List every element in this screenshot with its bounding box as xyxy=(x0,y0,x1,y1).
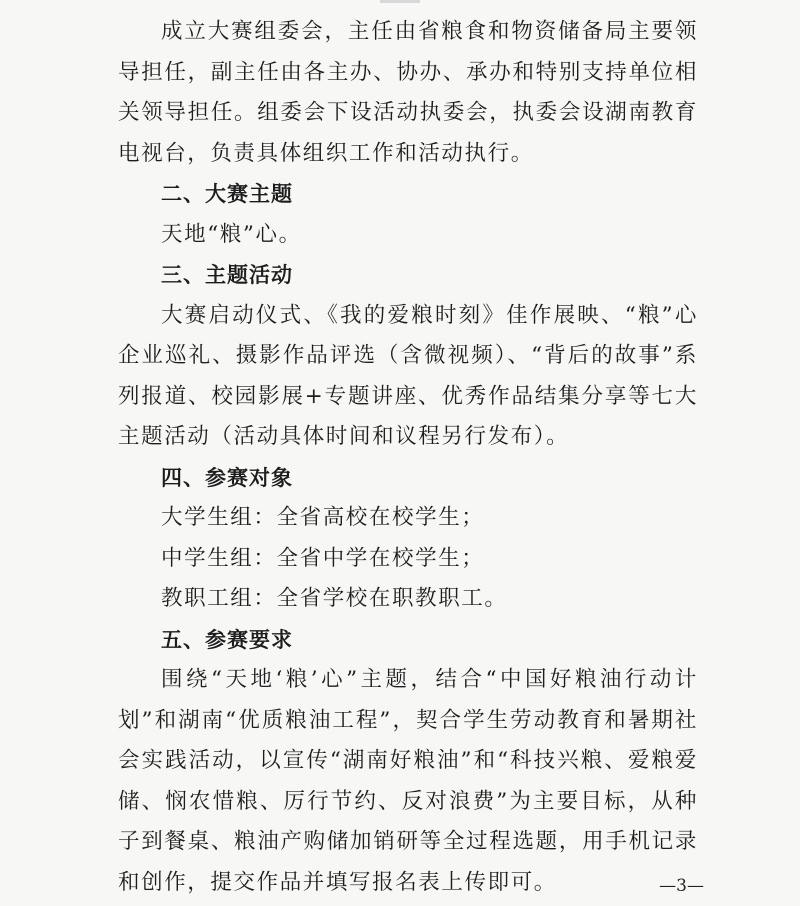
paragraph-committee: 成立大赛组委会，主任由省粮食和物资储备局主要领导担任，副主任由各主办、协办、承办和特别支持单位相关领导担任。组委会下设活动执委会，执委会设湖南教育电视台，负责具体组织工作和活动执行。 xyxy=(118,19,698,166)
paragraph-university-group: 大学生组：全省高校在校学生； xyxy=(161,505,485,530)
section-heading-requirements: 五、参赛要求 xyxy=(161,627,293,652)
paragraph-middle-school-group: 中学生组：全省中学在校学生； xyxy=(161,545,485,571)
paragraph-requirements: 围绕“天地‘粮’心”主题，结合“中国好粮油行动计划”和湖南“优质粮油工程”，契合学生劳动教育和暑期社会实践活动，以宣传“湖南好粮油”和“科技兴粮、爱粮爱储、悯农惜粮、厉行节约、反对浪费”为主要目标，从种子到餐桌、粮油产购储加销研等全过程选题，用手机记录和创作，提交作品并填写报名表上传即可。 xyxy=(118,667,698,895)
document-body xyxy=(118,12,698,903)
page-number: —3— xyxy=(659,876,704,896)
section-heading-participants: 四、参赛对象 xyxy=(161,465,293,490)
scan-mark xyxy=(380,0,420,3)
paragraph-theme: 天地“粮”心。 xyxy=(161,221,302,247)
section-heading-theme: 二、大赛主题 xyxy=(161,182,293,206)
paragraph-staff-group: 教职工组：全省学校在职教职工。 xyxy=(161,586,508,611)
paragraph-activities: 大赛启动仪式、《我的爱粮时刻》佳作展映、“粮”心企业巡礼、摄影作品评选（含微视频）、“背后的故事”系列报道、校园影展+专题讲座、优秀作品结集分享等七大主题活动（活动具体时间和议程另行发布）。 xyxy=(118,302,698,449)
section-heading-activities: 三、主题活动 xyxy=(161,263,293,287)
